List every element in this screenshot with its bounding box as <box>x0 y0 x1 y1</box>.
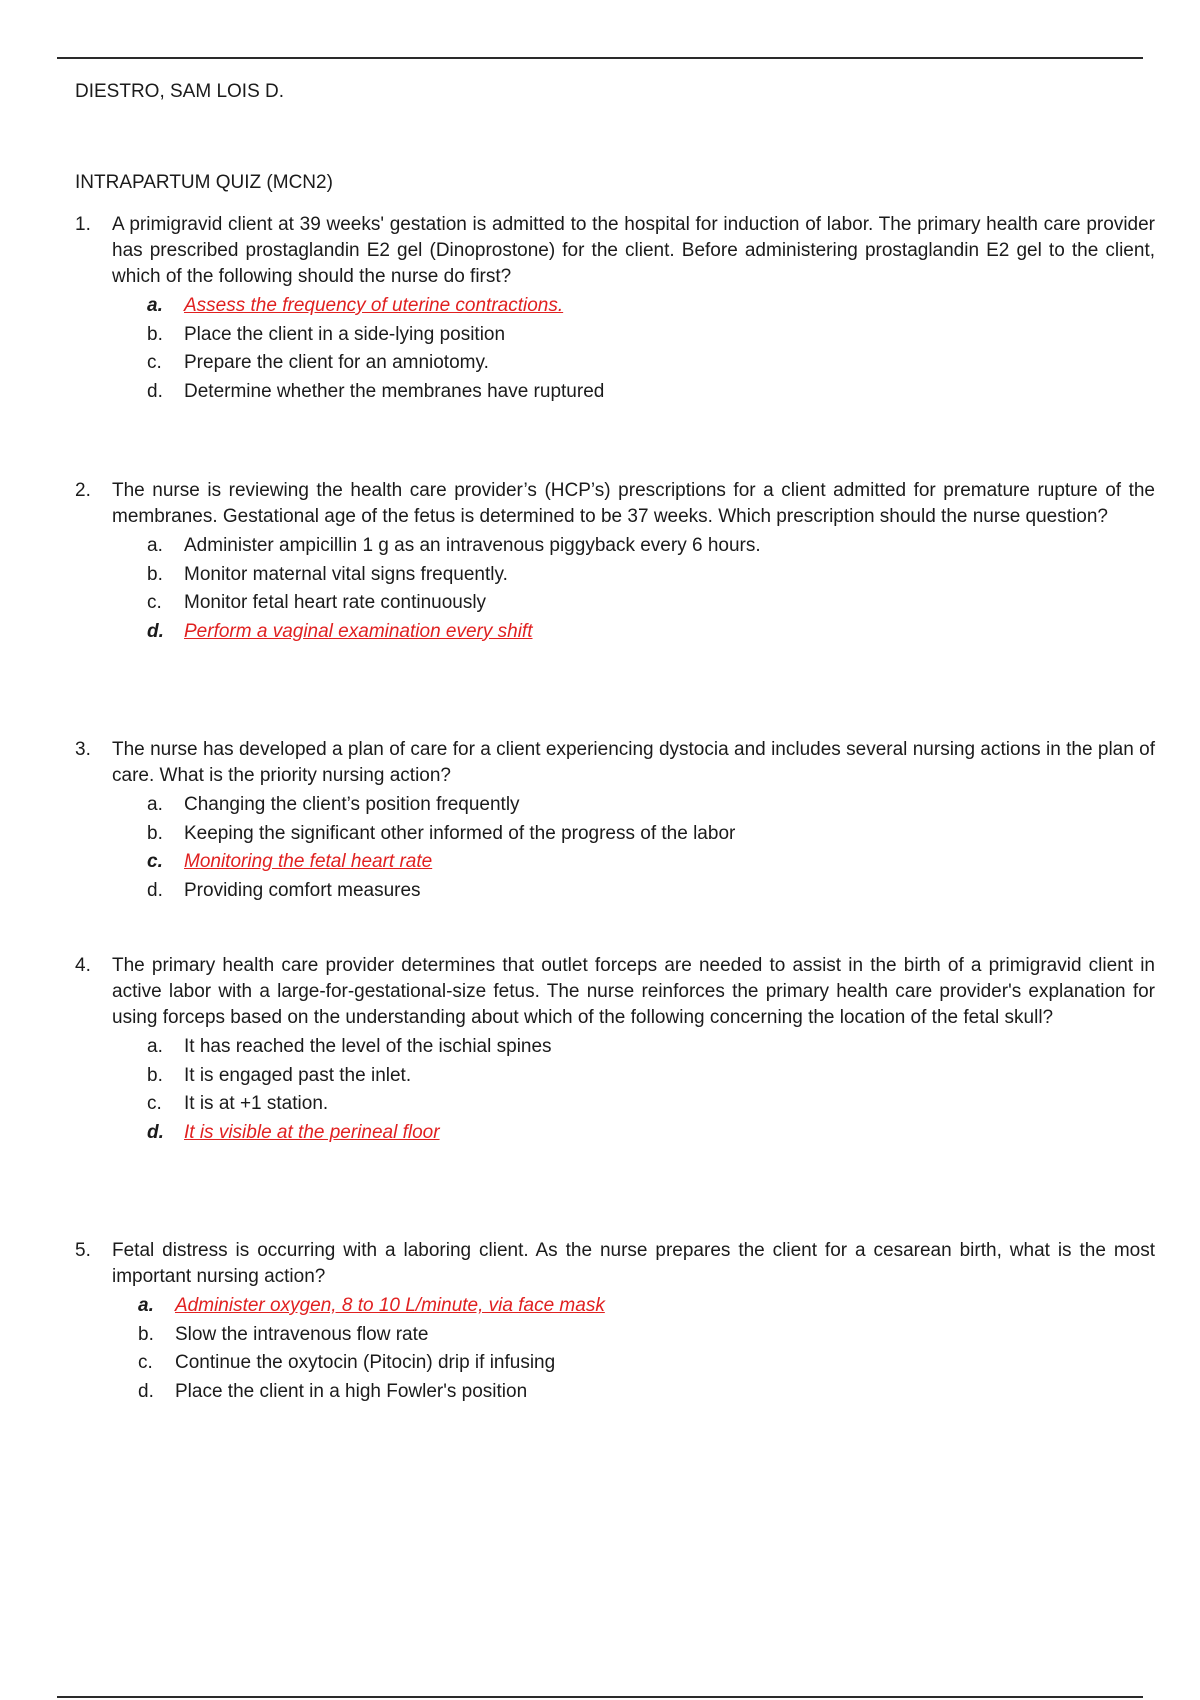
option-b <box>75 1062 1155 1091</box>
option-text: Monitor fetal heart rate continuously <box>184 592 487 613</box>
option-letter: a. <box>147 1036 163 1057</box>
option-text: It is at +1 station. <box>184 1093 329 1114</box>
option-a <box>75 292 1155 321</box>
option-text: Monitor maternal vital signs frequently. <box>184 563 508 585</box>
option-c <box>75 589 1155 618</box>
option-a <box>75 1292 1155 1321</box>
option-b <box>75 561 1155 590</box>
option-text: Changing the client’s position frequently <box>184 794 520 815</box>
option-text: Monitoring the fetal heart rate <box>184 851 433 872</box>
question-text: The nurse has developed a plan of care for a client experiencing dystocia and includes several nursing actions in the plan of care. What is the priority nursing action? <box>112 739 1155 786</box>
option-text: Prepare the client for an amniotomy. <box>184 352 489 373</box>
option-letter: b. <box>147 563 163 585</box>
option-text: Assess the frequency of uterine contractions. <box>184 295 564 316</box>
option-list <box>75 292 1155 406</box>
option-letter: b. <box>147 822 163 844</box>
option-text: Perform a vaginal examination every shift <box>184 620 533 642</box>
option-a <box>75 532 1155 561</box>
option-letter: c. <box>138 1352 153 1373</box>
question-number: 3. <box>75 739 91 760</box>
option-text: Determine whether the membranes have ruptured <box>184 380 605 402</box>
question-text: The nurse is reviewing the health care provider’s (HCP’s) prescriptions for a client admitted for premature rupture of the membranes. Gestational age of the fetus is determined to be 37 weeks. Which prescription should the nurse question? <box>112 480 1155 527</box>
question-1 <box>75 212 1155 406</box>
question-2 <box>75 478 1155 646</box>
option-text: Continue the oxytocin (Pitocin) drip if infusing <box>175 1352 556 1373</box>
option-text: It is engaged past the inlet. <box>184 1064 412 1086</box>
option-a <box>75 791 1155 820</box>
option-letter: d. <box>138 1380 154 1402</box>
option-text: Administer ampicillin 1 g as an intravenous piggyback every 6 hours. <box>184 535 761 556</box>
option-text: Place the client in a side-lying position <box>184 323 506 345</box>
option-b <box>75 321 1155 350</box>
question-number: 4. <box>75 955 91 976</box>
option-b <box>75 820 1155 849</box>
bottom-rule <box>57 1696 1143 1698</box>
option-text: It has reached the level of the ischial spines <box>184 1036 552 1057</box>
option-text: Keeping the significant other informed of the progress of the labor <box>184 822 736 844</box>
option-letter: c. <box>147 352 162 373</box>
option-c <box>75 1349 1155 1378</box>
option-d <box>75 1119 1155 1148</box>
option-d <box>75 618 1155 647</box>
option-list <box>75 1033 1155 1147</box>
option-letter: c. <box>147 1093 162 1114</box>
question-number: 5. <box>75 1240 91 1261</box>
question-text: Fetal distress is occurring with a laboring client. As the nurse prepares the client for a cesarean birth, what is the most important nursing action? <box>112 1240 1155 1287</box>
option-list <box>75 532 1155 646</box>
question-text: A primigravid client at 39 weeks' gestation is admitted to the hospital for induction of labor. The primary health care provider has prescribed prostaglandin E2 gel (Dinoprostone) for the client. Before administering prostaglandin E2 gel to the client, which of the following should the nurse do first? <box>112 214 1155 287</box>
option-letter: b. <box>138 1323 154 1345</box>
option-letter: d. <box>147 879 163 901</box>
option-letter: d. <box>147 380 163 402</box>
option-letter: c. <box>147 592 162 613</box>
option-d <box>75 378 1155 407</box>
option-letter: b. <box>147 323 163 345</box>
question-5 <box>75 1238 1155 1406</box>
option-list <box>75 791 1155 905</box>
option-letter: c. <box>147 851 163 872</box>
question-text: The primary health care provider determines that outlet forceps are needed to assist in the birth of a primigravid client in active labor with a large-for-gestational-size fetus. The nurse reinforces the primary health care provider's explanation for using forceps based on the understanding about which of the following concerning the location of the fetal skull? <box>112 955 1155 1028</box>
option-letter: d. <box>147 1121 164 1143</box>
question-number: 2. <box>75 480 91 501</box>
option-c <box>75 848 1155 877</box>
option-text: Administer oxygen, 8 to 10 L/minute, via face mask <box>175 1295 605 1316</box>
option-text: Providing comfort measures <box>184 879 421 901</box>
option-letter: a. <box>147 794 163 815</box>
option-d <box>75 877 1155 906</box>
option-letter: a. <box>138 1295 154 1316</box>
option-text: Place the client in a high Fowler's position <box>175 1380 528 1402</box>
question-4 <box>75 953 1155 1147</box>
option-list <box>75 1292 1155 1406</box>
top-rule <box>57 57 1143 59</box>
option-text: Slow the intravenous flow rate <box>175 1323 429 1345</box>
option-c <box>75 349 1155 378</box>
option-text: It is visible at the perineal floor <box>184 1121 440 1143</box>
option-b <box>75 1321 1155 1350</box>
quiz-title: INTRAPARTUM QUIZ (MCN2) <box>75 172 333 193</box>
option-letter: d. <box>147 620 164 642</box>
option-letter: a. <box>147 295 163 316</box>
option-letter: a. <box>147 535 163 556</box>
author-name: DIESTRO, SAM LOIS D. <box>75 81 285 102</box>
option-letter: b. <box>147 1064 163 1086</box>
option-c <box>75 1090 1155 1119</box>
option-d <box>75 1378 1155 1407</box>
question-3 <box>75 737 1155 905</box>
question-number: 1. <box>75 214 91 235</box>
option-a <box>75 1033 1155 1062</box>
